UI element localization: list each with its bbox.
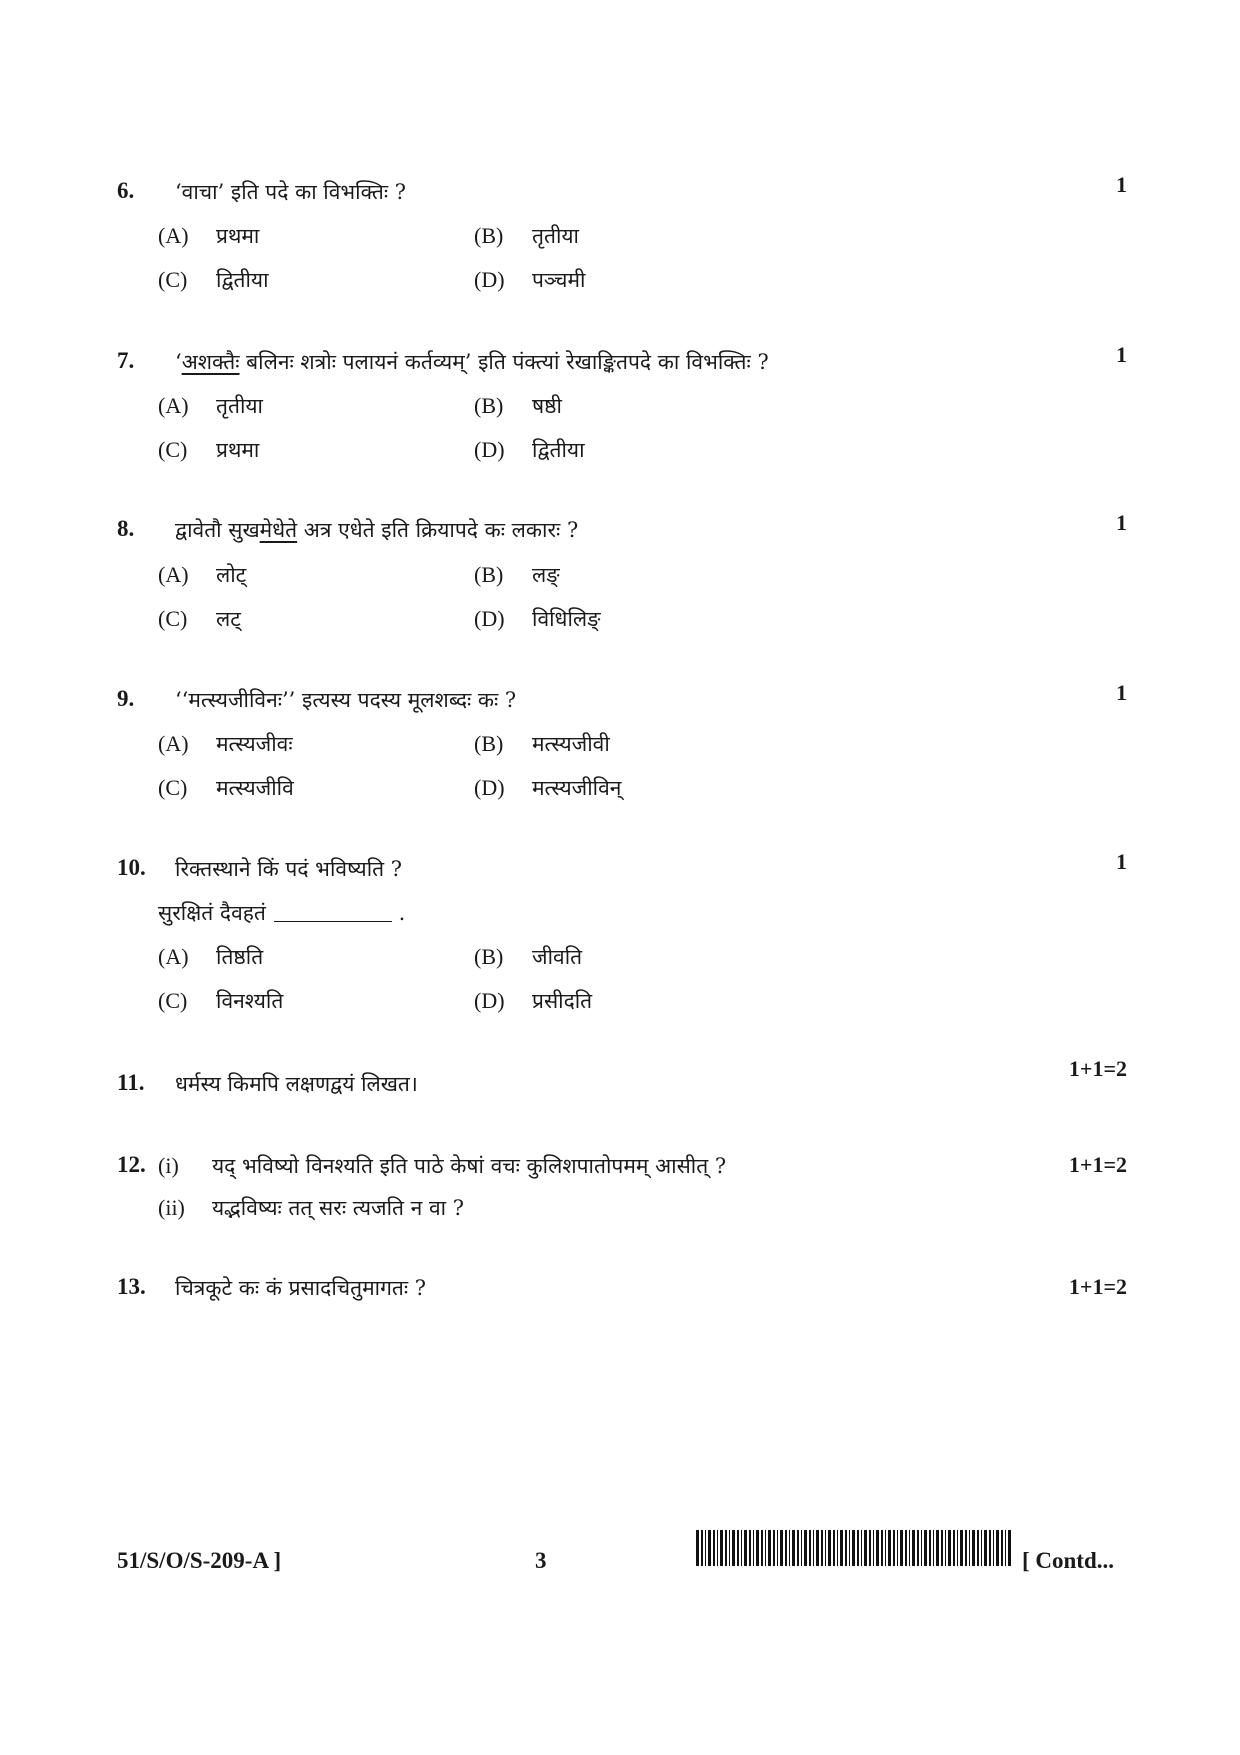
contd-label: [ Contd... — [1022, 1548, 1115, 1573]
option-text: जीवति — [532, 945, 583, 969]
option-text: मत्स्यजीवि — [216, 776, 294, 800]
text-segment: बलिनः शत्रोः पलायनं कर्तव्यम्’ इति पंक्त्यां रेखाङ्कितपदे का विभक्तिः ? — [239, 350, 769, 374]
question-marks: 1 — [1116, 849, 1127, 874]
option-text: षष्ठी — [532, 394, 562, 418]
option-b — [474, 730, 610, 758]
option-text: तृतीया — [216, 394, 263, 418]
option-label: (C) — [158, 267, 188, 292]
option-label: (D) — [474, 988, 505, 1013]
page-number: 3 — [535, 1548, 547, 1573]
option-label: (C) — [158, 606, 188, 631]
option-a — [158, 943, 263, 971]
option-label: (C) — [158, 775, 188, 800]
question-text: रिक्तस्थाने किं पदं भविष्यति ? — [175, 857, 403, 881]
option-b — [474, 392, 562, 420]
option-text: प्रसीदति — [532, 989, 593, 1013]
option-text: विधिलिङ् — [532, 607, 601, 631]
option-d — [474, 605, 601, 633]
option-label: (A) — [158, 944, 189, 969]
option-label: (C) — [158, 988, 188, 1013]
option-label: (B) — [474, 562, 504, 587]
question-number: 6. — [117, 178, 135, 203]
option-text: लङ् — [532, 563, 560, 587]
question-text: धर्मस्य किमपि लक्षणद्वयं लिखत। — [175, 1072, 418, 1096]
option-d — [474, 436, 585, 464]
paper-code: 51/S/O/S-209-A ] — [117, 1548, 282, 1573]
option-c — [158, 266, 269, 294]
question-text — [175, 348, 769, 376]
option-label: (B) — [474, 393, 504, 418]
option-text: लोट् — [216, 563, 247, 587]
option-d — [474, 987, 592, 1015]
sub-question-label: (ii) — [158, 1195, 185, 1220]
option-b — [474, 943, 582, 971]
option-label: (A) — [158, 393, 189, 418]
option-label: (C) — [158, 437, 188, 462]
text-segment: द्वावेतौ सुख — [175, 518, 260, 542]
option-label: (D) — [474, 606, 505, 631]
question-number: 8. — [117, 516, 135, 541]
option-label: (B) — [474, 731, 504, 756]
question-number: 11. — [117, 1070, 145, 1095]
option-label: (D) — [474, 775, 505, 800]
question-text: ‘‘मत्स्यजीविनः’’ इत्यस्य पदस्य मूलशब्दः कः ? — [175, 688, 517, 712]
question-marks: 1 — [1116, 510, 1127, 535]
option-c — [158, 987, 283, 1015]
option-d — [474, 266, 586, 294]
option-text: द्वितीया — [216, 268, 269, 292]
option-label: (B) — [474, 944, 504, 969]
option-text: विनश्यति — [216, 989, 284, 1013]
option-a — [158, 222, 259, 250]
question-number: 13. — [117, 1274, 146, 1299]
sentence-text: सुरक्षितं दैवहतं — [158, 901, 266, 925]
question-number: 12. — [117, 1152, 146, 1177]
sentence-end: . — [398, 901, 406, 925]
text-segment: ‘ — [175, 350, 182, 374]
option-text: तिष्ठति — [216, 945, 264, 969]
question-text — [175, 516, 578, 544]
option-a — [158, 561, 246, 589]
option-text: मत्स्यजीविन् — [532, 776, 622, 800]
question-marks: 1+1=2 — [1068, 1274, 1127, 1299]
option-c — [158, 605, 241, 633]
option-text: मत्स्यजीवी — [532, 732, 610, 756]
option-text: प्रथमा — [216, 438, 260, 462]
sub-question-ii — [158, 1194, 464, 1222]
sub-question-text: यद्भविष्यः तत् सरः त्यजति न वा ? — [212, 1196, 465, 1220]
barcode-icon — [696, 1530, 1014, 1566]
option-label: (A) — [158, 562, 189, 587]
text-segment: अत्र एधेते इति क्रियापदे कः लकारः ? — [297, 518, 579, 542]
question-marks: 1 — [1116, 172, 1127, 197]
underlined-word: अशक्तैः — [181, 350, 240, 374]
question-number: 9. — [117, 686, 135, 711]
question-text: चित्रकूटे कः कं प्रसादचितुमागतः ? — [175, 1276, 427, 1300]
sub-question-i — [158, 1152, 726, 1180]
option-label: (A) — [158, 223, 189, 248]
option-text: द्वितीया — [532, 438, 585, 462]
question-marks: 1 — [1116, 680, 1127, 705]
option-label: (B) — [474, 223, 504, 248]
sub-question-text: यद् भविष्यो विनश्यति इति पाठे केषां वचः कुलिशपातोपमम् आसीत् ? — [212, 1154, 727, 1178]
question-marks: 1 — [1116, 342, 1127, 367]
sub-question-label: (i) — [158, 1153, 179, 1178]
question-text: ‘वाचा’ इति पदे का विभक्तिः ? — [175, 180, 407, 204]
option-label: (A) — [158, 731, 189, 756]
option-c — [158, 774, 294, 802]
option-b — [474, 561, 560, 589]
option-label: (D) — [474, 267, 505, 292]
option-text: तृतीया — [532, 224, 579, 248]
option-a — [158, 392, 263, 420]
option-text: प्रथमा — [216, 224, 260, 248]
question-marks: 1+1=2 — [1068, 1056, 1127, 1081]
option-text: लट् — [216, 607, 241, 631]
fill-in-blank-line — [158, 899, 405, 927]
option-text: पञ्चमी — [532, 268, 586, 292]
question-number: 10. — [117, 855, 146, 880]
option-b — [474, 222, 579, 250]
option-label: (D) — [474, 437, 505, 462]
question-number: 7. — [117, 348, 135, 373]
option-text: मत्स्यजीवः — [216, 732, 293, 756]
option-a — [158, 730, 293, 758]
question-marks: 1+1=2 — [1068, 1152, 1127, 1177]
option-d — [474, 774, 621, 802]
underlined-word: मेधेते — [259, 518, 298, 542]
blank-line — [274, 921, 392, 922]
option-c — [158, 436, 259, 464]
